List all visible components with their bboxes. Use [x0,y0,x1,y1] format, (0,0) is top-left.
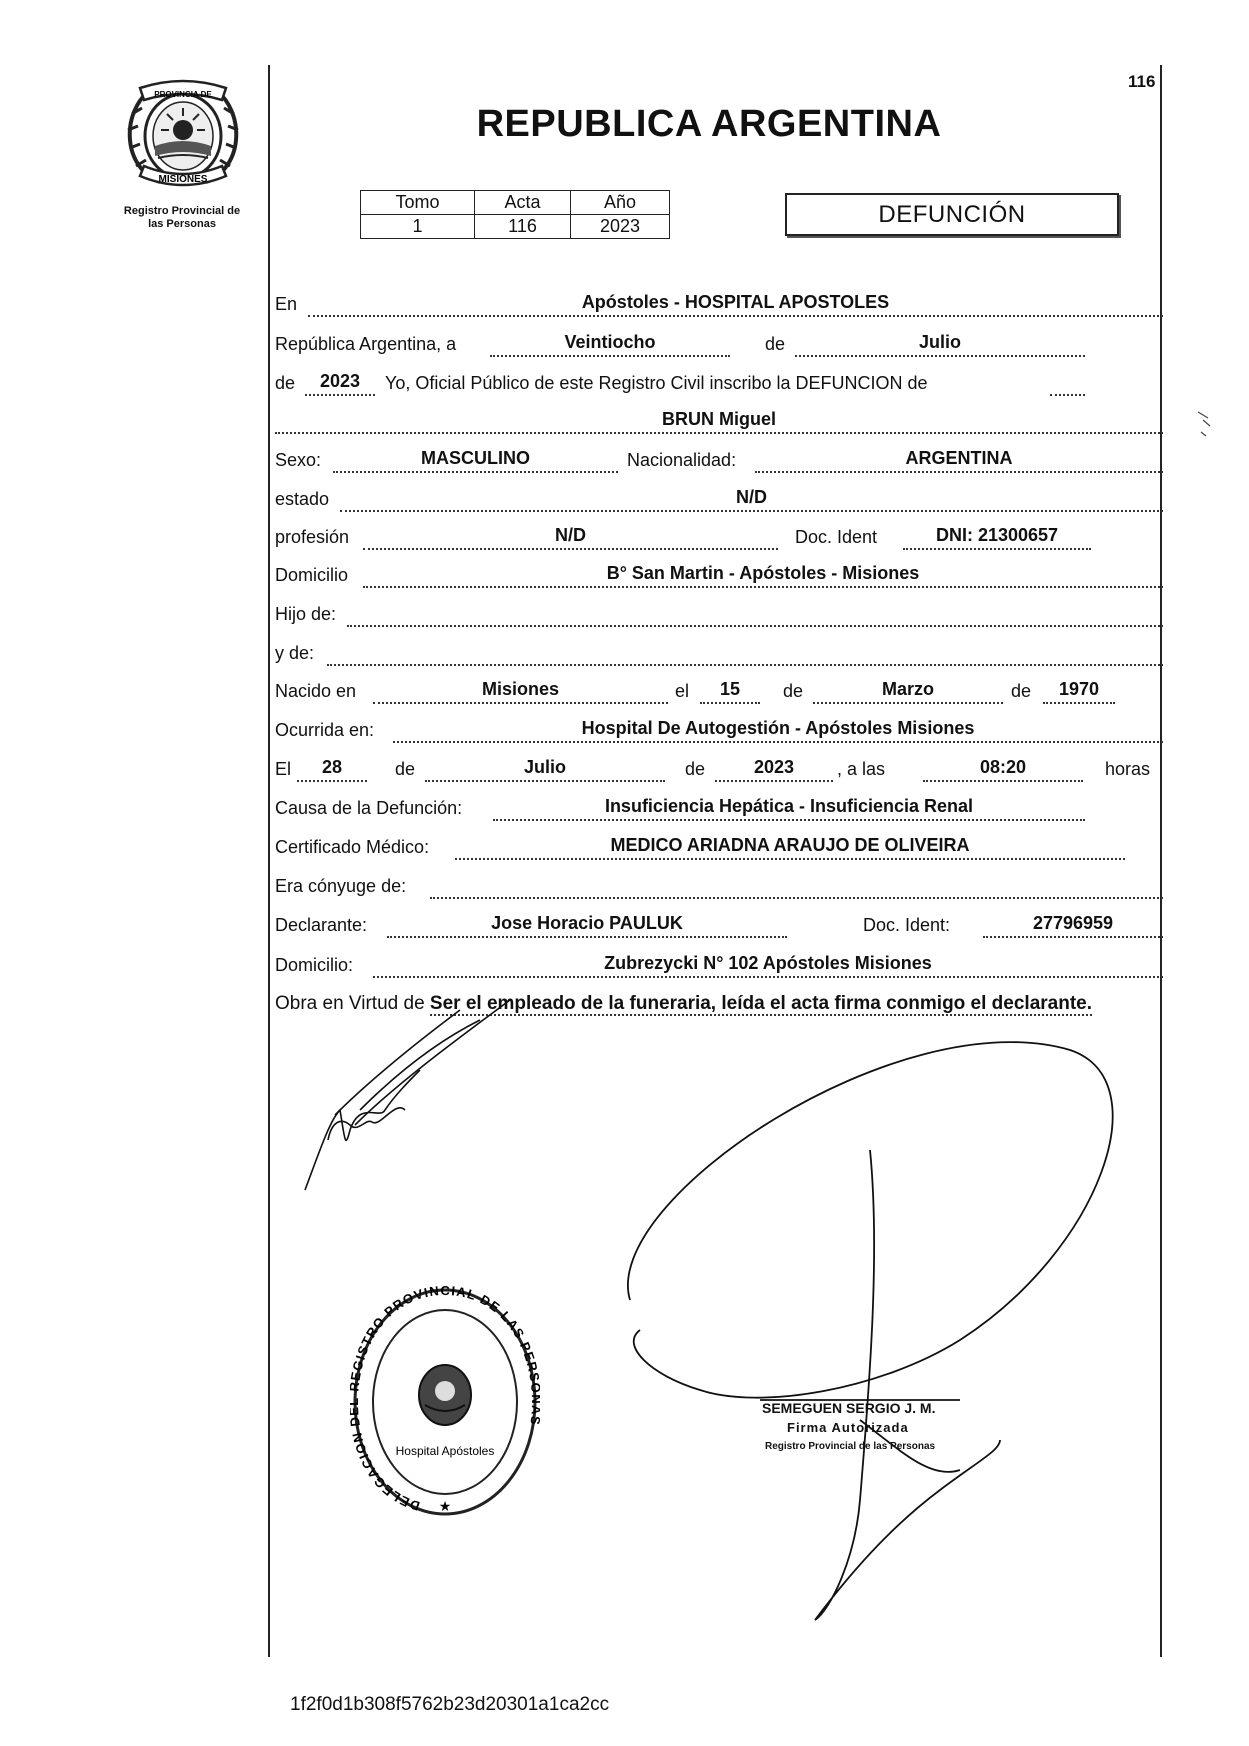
declarante-signature [305,1000,510,1190]
field-lugar-defuncion: Hospital De Autogestión - Apóstoles Misiones [393,715,1163,743]
field-nacionalidad: ARGENTINA [755,445,1163,473]
field-estado: N/D [340,484,1163,512]
stamp-outer-text: DELEGACION GISTRO PROVINCIAL DE LAS PER [350,1285,540,1514]
field-profesion: N/D [363,522,778,550]
field-dia-defuncion: 28 [297,754,367,782]
signatory-org: Registro Provincial de las Personas [765,1441,936,1452]
label-causa: Causa de la Defunción: [275,798,463,818]
logo-top-text: PROVINCIA DE [154,90,212,99]
org-name-line-1: Registro Provincial de [123,205,241,217]
label-de-nac-1: de [783,681,804,701]
field-nombre-fallecido: BRUN Miguel [275,406,1163,434]
label-nacido-en: Nacido en [275,681,357,701]
field-anio-defuncion: 2023 [715,754,833,782]
label-de-nac-2: de [1011,681,1032,701]
field-certificado: MEDICO ARIADNA ARAUJO DE OLIVEIRA [455,832,1125,860]
label-yo-oficial: Yo, Oficial Público de este Registro Civil inscribo la DEFUNCION de [385,373,928,393]
official-signature [628,1042,1113,1620]
field-causa: Insuficiencia Hepática - Insuficiencia Renal [493,793,1085,821]
field-domicilio: B° San Martin - Apóstoles - Misiones [363,560,1163,588]
label-el: El [275,759,292,779]
field-domicilio-declarante: Zubrezycki N° 102 Apóstoles Misiones [373,950,1163,978]
field-dia-nacimiento: 15 [700,676,760,704]
label-estado: estado [275,489,330,509]
label-ocurrida-en: Ocurrida en: [275,720,375,740]
label-profesion: profesión [275,527,350,547]
label-doc-ident: Doc. Ident [795,527,878,547]
ref-header-acta: Acta [475,191,571,215]
signatory-role: Firma Autorizada [787,1420,909,1435]
field-hora-defuncion: 08:20 [923,754,1083,782]
field-anio-registro: 2023 [305,368,375,396]
label-certificado: Certificado Médico: [275,837,430,857]
label-doc-ident-decl: Doc. Ident: [863,915,951,935]
field-mes-defuncion: Julio [425,754,665,782]
label-hijo-de: Hijo de: [275,604,337,624]
page-number: 116 [1128,72,1156,91]
label-a-las: , a las [837,759,886,779]
label-de-2: de [275,373,296,393]
field-lugar-nacimiento: Misiones [373,676,668,704]
signatory-name: SEMEGUEN SERGIO J. M. [762,1400,936,1416]
field-doc-declarante: 27796959 [983,910,1163,938]
label-conyuge: Era cónyuge de: [275,876,407,896]
ref-header-anio: Año [571,191,670,215]
label-de-def-2: de [685,759,706,779]
stamp-star-icon: ★ [438,1498,452,1514]
label-de-def-1: de [395,759,416,779]
page-title: REPUBLICA ARGENTINA [476,103,942,145]
document-hash: 1f2f0d1b308f5762b23d20301a1ca2cc [290,1694,610,1715]
label-nacionalidad: Nacionalidad: [627,450,737,470]
margin-marks [1198,412,1210,436]
field-dia-registro: Veintiocho [490,329,730,357]
field-sexo: MASCULINO [333,445,618,473]
ref-value-tomo: 1 [361,215,475,239]
label-sexo: Sexo: [275,450,322,470]
label-en: En [275,294,298,314]
label-horas: horas [1105,759,1151,779]
field-lugar: Apóstoles - HOSPITAL APOSTOLES [308,289,1163,317]
org-name-line-2: las Personas [148,218,216,230]
act-type-box: DEFUNCIÓN [785,193,1119,236]
logo-bottom-text: MISIONES [158,174,208,185]
label-domicilio-decl: Domicilio: [275,955,354,975]
field-anio-nacimiento: 1970 [1043,676,1115,704]
label-y-de: y de: [275,643,315,663]
field-documento: DNI: 21300657 [903,522,1091,550]
ref-value-acta: 116 [475,215,571,239]
label-obra: Obra en Virtud de [275,993,425,1014]
ref-value-anio: 2023 [571,215,670,239]
field-obra-texto: Ser el empleado de la funeraria, leída el acta firma conmigo el declarante. [429,993,1093,1014]
field-mes-nacimiento: Marzo [813,676,1003,704]
field-declarante: Jose Horacio PAULUK [387,910,787,938]
label-de: de [765,334,786,354]
label-domicilio: Domicilio [275,565,349,585]
label-el-nacimiento: el [675,681,690,701]
field-mes-registro: Julio [795,329,1085,357]
label-declarante: Declarante: [275,915,368,935]
ref-header-tomo: Tomo [361,191,475,215]
stamp-inner-text: Hospital Apóstoles [395,1444,495,1458]
label-republica: República Argentina, a [275,334,457,354]
